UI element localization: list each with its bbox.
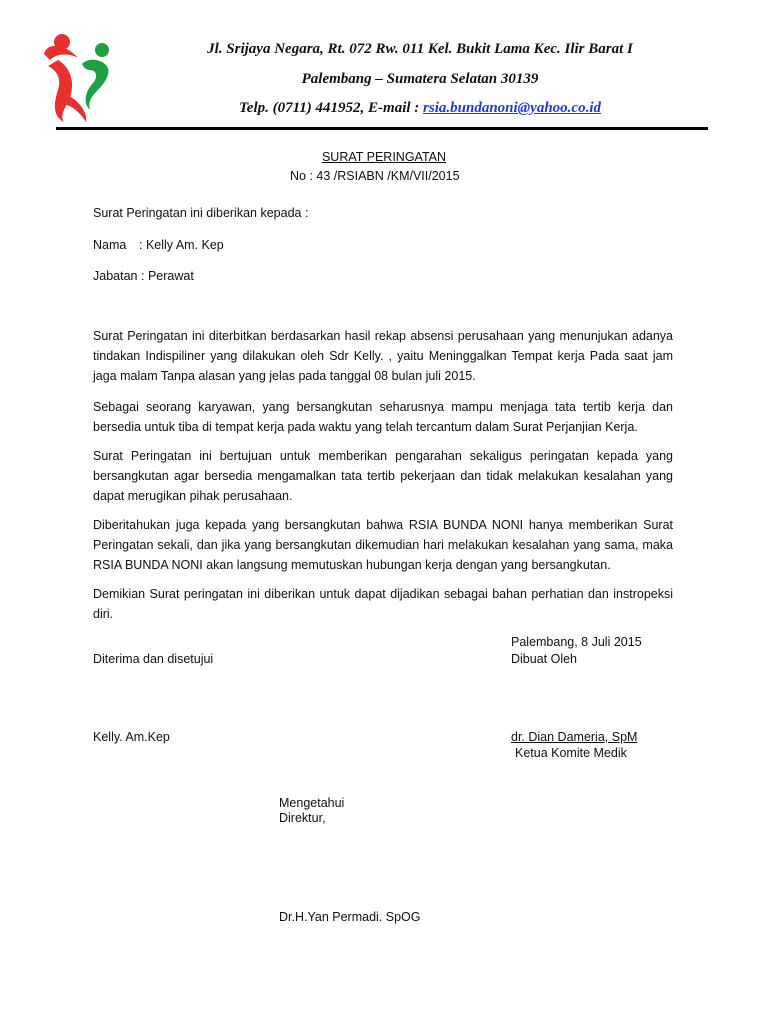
- acknowledged-label: Mengetahui: [279, 796, 345, 810]
- logo-mother-body: [48, 60, 72, 122]
- body-paragraph: Diberitahukan juga kepada yang bersangkutan bahwa RSIA BUNDA NONI hanya memberikan Surat Peringatan sekali, dan jika yang bersangkutan dikemudian hari melakukan kesalahan yang sama, maka RSIA BUNDA NONI akan langsung memutuskan hubungan kerja dengan yang bersangkutan.: [93, 518, 673, 572]
- logo-mother-leg: [64, 94, 86, 122]
- director-label: Direktur,: [279, 811, 326, 825]
- position-label: Jabatan: [93, 269, 138, 283]
- body-paragraph: Sebagai seorang karyawan, yang bersangkutan seharusnya mampu menjaga tata tertib kerja dan bersedia untuk tiba di tempat kerja pada waktu yang telah tercantum dalam Surat Perjanjian Kerja.: [93, 400, 673, 434]
- letter-title: SURAT PERINGATAN: [321, 150, 447, 164]
- place-date: Palembang, 8 Juli 2015: [511, 635, 642, 649]
- logo-child-body: [82, 60, 108, 110]
- issuer-title: Ketua Komite Medik: [515, 746, 627, 760]
- name-value: : Kelly Am. Kep: [139, 238, 224, 252]
- hospital-address-line1: Jl. Srijaya Negara, Rt. 072 Rw. 011 Kel. Bukit Lama Kec. Ilir Barat I: [207, 41, 633, 57]
- director-name: Dr.H.Yan Permadi. SpOG: [279, 910, 421, 924]
- issuer-name: dr. Dian Dameria, SpM: [511, 730, 638, 744]
- recipient-signature-name: Kelly. Am.Kep: [93, 730, 170, 744]
- name-label: Nama: [93, 238, 127, 252]
- body-paragraph: Surat Peringatan ini bertujuan untuk memberikan pengarahan sekaligus peringatan kepada yang bersangkutan agar bersedia mengamalkan tata tertib pekerjaan dan tidak melakukan kesalahan yang dapat merugikan pihak perusahaan.: [93, 449, 673, 503]
- hospital-address-line2: Palembang – Sumatera Selatan 30139: [301, 71, 539, 87]
- position-value: : Perawat: [141, 269, 194, 283]
- email-link[interactable]: rsia.bundanoni@yahoo.co.id: [423, 100, 601, 116]
- body-paragraph: Demikian Surat peringatan ini diberikan untuk dapat dijadikan sebagai bahan perhatian dan instropeksi diri.: [93, 587, 673, 621]
- contact-prefix: Telp. (0711) 441952, E-mail :: [239, 100, 424, 116]
- mother-child-logo: [38, 30, 118, 126]
- logo-child-head: [95, 43, 109, 57]
- made-by-label: Dibuat Oleh: [511, 652, 578, 666]
- logo-mother-arm: [44, 46, 78, 60]
- header-divider: [56, 127, 708, 130]
- body-paragraph: Surat Peringatan ini diterbitkan berdasarkan hasil rekap absensi perusahaan yang menunjukan adanya tindakan Indispiliner yang dilakukan oleh Sdr Kelly. , yaitu Meninggalkan Tempat kerja Pada saat jam jaga malam Tanpa alasan yang jelas pada tanggal 08 bulan juli 2015.: [93, 329, 673, 383]
- hospital-contact-line: [120, 100, 720, 117]
- letter-number: No : 43 /RSIABN /KM/VII/2015: [290, 169, 460, 183]
- addressed-to: Surat Peringatan ini diberikan kepada :: [93, 206, 309, 220]
- received-label: Diterima dan disetujui: [93, 652, 214, 666]
